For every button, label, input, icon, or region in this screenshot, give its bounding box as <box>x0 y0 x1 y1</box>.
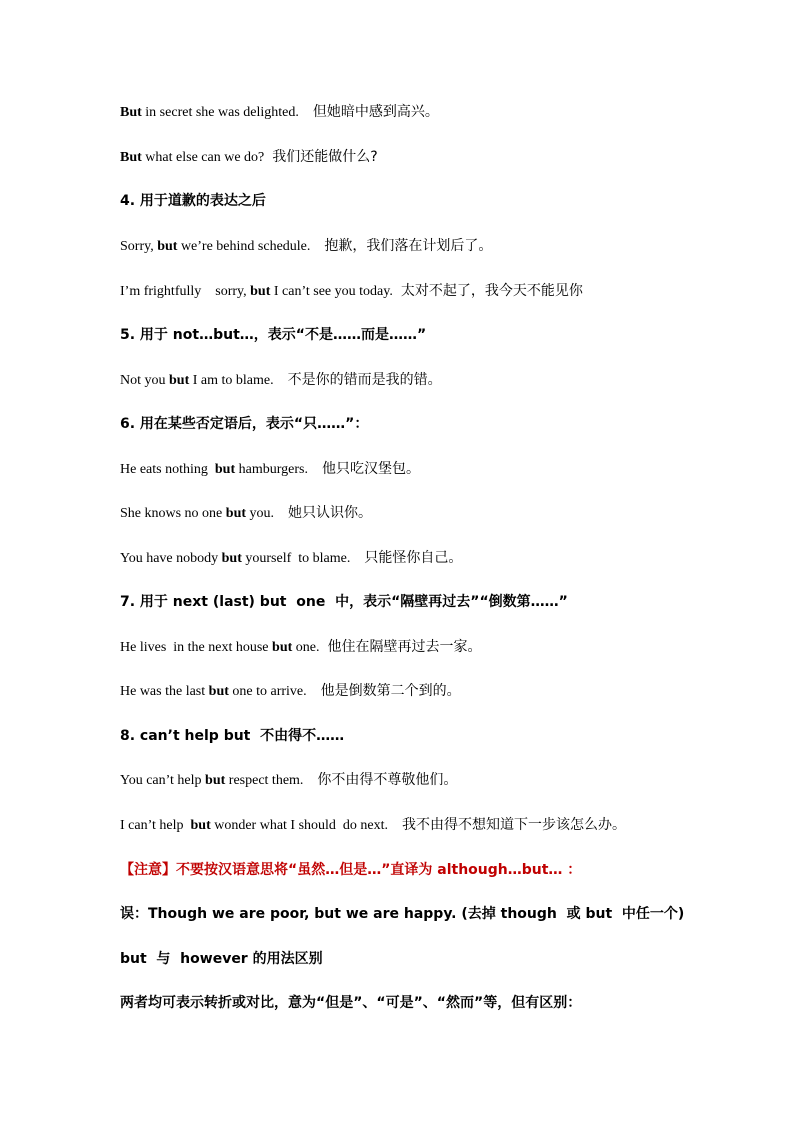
keyword-but: but <box>208 684 229 699</box>
section-heading: but 与 however 的用法区别 <box>120 951 323 967</box>
english-sentence: in secret she was delighted. <box>141 105 299 120</box>
english-sentence: you. <box>246 506 275 521</box>
example-line <box>120 237 492 256</box>
english-sentence: hamburgers. <box>235 462 308 477</box>
english-prefix: I’m frightfully sorry, <box>120 284 251 299</box>
english-sentence: what else can we do? <box>141 150 265 165</box>
chinese-translation: 只能怪你自己。 <box>364 550 463 566</box>
keyword-but: but <box>225 506 247 521</box>
english-sentence: yourself to blame. <box>241 551 351 566</box>
example-line <box>120 148 378 167</box>
chinese-translation: 你不由得不尊敬他们。 <box>317 772 458 788</box>
english-prefix: She knows no one <box>120 506 226 521</box>
chinese-translation: 她只认识你。 <box>288 505 373 521</box>
english-sentence: I can’t see you today. <box>270 284 393 299</box>
example-line <box>120 549 462 568</box>
keyword-but: but <box>221 551 242 566</box>
keyword-but: but <box>190 818 211 833</box>
chinese-translation: 他是倒数第二个到的。 <box>320 683 461 699</box>
section-heading: 7. 用于 next (last) but one 中，表示“隔壁再过去”“倒数第……” <box>120 594 568 610</box>
keyword-but: But <box>120 150 142 165</box>
keyword-but: but <box>205 773 226 788</box>
keyword-but: but <box>272 640 293 655</box>
english-prefix: You can’t help <box>120 773 206 788</box>
chinese-translation: 抱歉，我们落在计划后了。 <box>324 238 493 254</box>
example-line <box>120 638 481 657</box>
section-heading: 8. can’t help but 不由得不…… <box>120 728 345 744</box>
example-line <box>120 371 442 390</box>
keyword-but: but <box>250 284 271 299</box>
english-sentence: one to arrive. <box>228 684 307 699</box>
keyword-but: but <box>169 373 190 388</box>
english-prefix: He lives in the next house <box>120 640 273 655</box>
chinese-translation: 他只吃汉堡包。 <box>321 461 420 477</box>
example-line <box>120 682 461 701</box>
example-line <box>120 103 439 122</box>
english-prefix: He eats nothing <box>120 462 215 477</box>
example-line <box>120 771 457 790</box>
english-prefix: Sorry, <box>120 239 158 254</box>
english-sentence: respect them. <box>225 773 304 788</box>
section-heading: 5. 用于 not…but…，表示“不是……而是……” <box>120 327 427 343</box>
example-line <box>120 460 420 479</box>
chinese-translation: 但她暗中感到高兴。 <box>312 104 439 120</box>
keyword-but: but <box>214 462 236 477</box>
chinese-translation: 我们还能做什么? <box>272 149 378 165</box>
keyword-but: but <box>157 239 178 254</box>
chinese-translation: 他住在隔壁再过去一家。 <box>327 639 482 655</box>
example-line <box>120 282 583 301</box>
english-prefix: He was the last <box>120 684 209 699</box>
keyword-but: But <box>120 105 142 120</box>
english-sentence: wonder what I should do next. <box>210 818 389 833</box>
chinese-translation: 不是你的错而是我的错。 <box>287 372 442 388</box>
example-line <box>120 504 372 523</box>
section-heading: 6. 用在某些否定语后，表示“只……”： <box>120 416 369 432</box>
wrong-example: 误：Though we are poor, but we are happy. (去掉 though 或 but 中任一个) <box>120 906 685 922</box>
english-prefix: I can’t help <box>120 818 191 833</box>
english-prefix: You have nobody <box>120 551 222 566</box>
chinese-translation: 我不由得不想知道下一步该怎么办。 <box>402 817 627 833</box>
chinese-translation: 太对不起了，我今天不能见你 <box>400 283 583 299</box>
note-callout: 【注意】不要按汉语意思将“虽然…但是…”直译为 although…but… ： <box>120 862 582 878</box>
section-heading: 4. 用于道歉的表达之后 <box>120 193 266 209</box>
english-sentence: we’re behind schedule. <box>177 239 311 254</box>
english-prefix: Not you <box>120 373 169 388</box>
english-sentence: one. <box>292 640 320 655</box>
section-intro: 两者均可表示转折或对比，意为“但是”、“可是”、“然而”等，但有区别： <box>120 995 582 1011</box>
english-sentence: I am to blame. <box>189 373 274 388</box>
example-line <box>120 816 626 835</box>
